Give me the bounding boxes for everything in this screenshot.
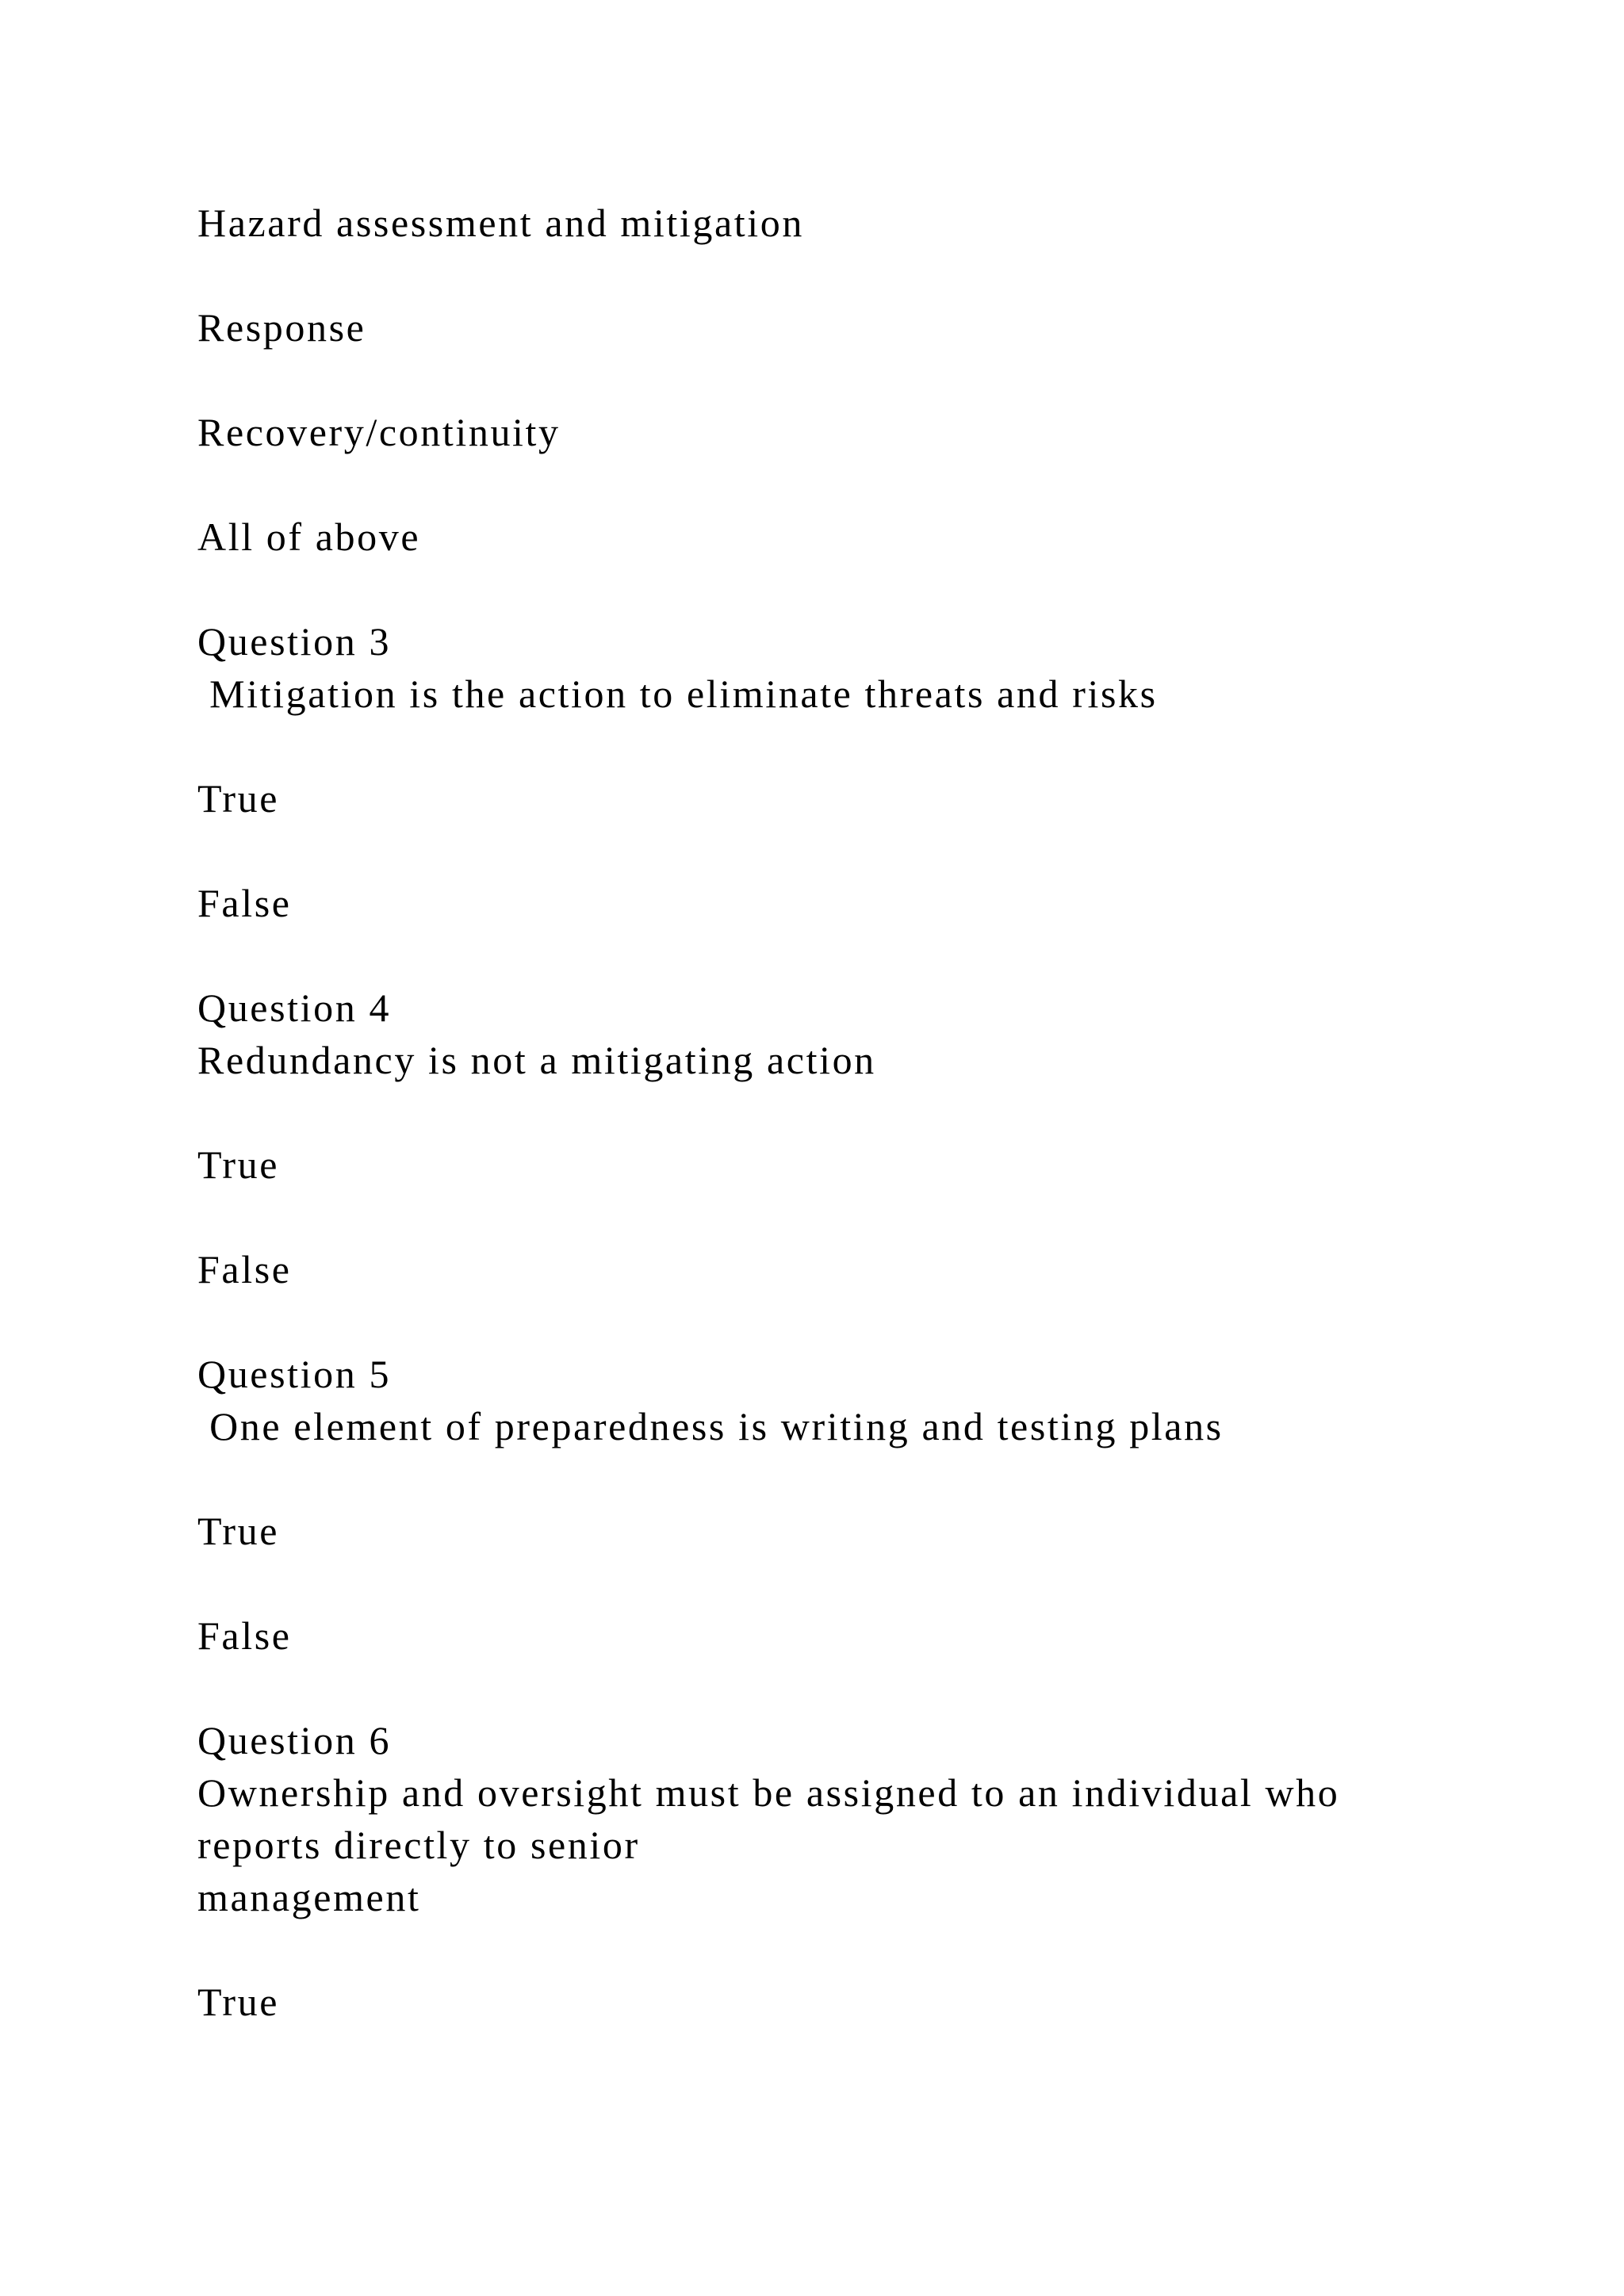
question-3-option-true: True	[197, 776, 280, 821]
question-6-text-line-3: management	[197, 1875, 421, 1919]
question-5-text: One element of preparedness is writing and testing plans	[197, 1404, 1224, 1448]
question-5-heading: Question 5	[197, 1352, 392, 1396]
question-4-option-true: True	[197, 1142, 280, 1187]
question-6-option-true: True	[197, 1980, 280, 2024]
answer-option-hazard-assessment: Hazard assessment and mitigation	[197, 201, 804, 245]
question-6-text-line-1: Ownership and oversight must be assigned to an individual who	[197, 1770, 1340, 1815]
question-5-option-true: True	[197, 1509, 280, 1553]
answer-option-response: Response	[197, 305, 366, 350]
question-3-text: Mitigation is the action to eliminate threats and risks	[197, 672, 1158, 716]
question-5-option-false: False	[197, 1613, 292, 1658]
question-6-heading: Question 6	[197, 1718, 392, 1762]
question-4-text: Redundancy is not a mitigating action	[197, 1038, 876, 1082]
question-6-text-line-2: reports directly to senior	[197, 1823, 640, 1867]
answer-option-recovery-continuity: Recovery/continuity	[197, 410, 561, 454]
answer-option-all-of-above: All of above	[197, 515, 421, 559]
question-4-heading: Question 4	[197, 985, 392, 1030]
question-3-heading: Question 3	[197, 619, 392, 664]
question-4-option-false: False	[197, 1247, 292, 1292]
question-3-option-false: False	[197, 881, 292, 925]
